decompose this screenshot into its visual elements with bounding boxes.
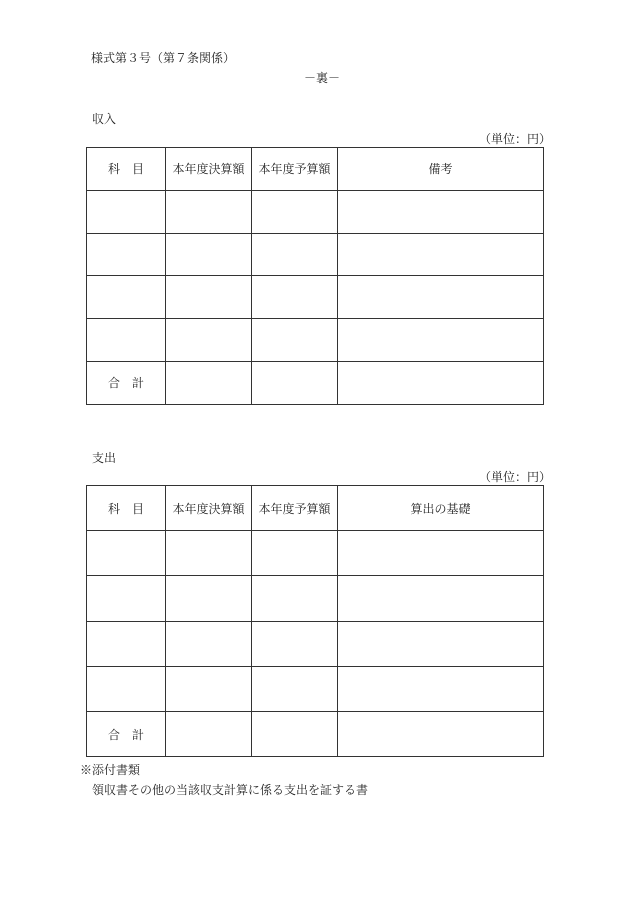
table-cell[interactable] (87, 621, 166, 666)
expense-total-label: 合 計 (87, 711, 166, 756)
table-cell[interactable] (338, 576, 544, 621)
income-header-remarks: 備考 (338, 148, 544, 191)
table-cell[interactable] (166, 319, 252, 362)
income-heading: 収入 (92, 112, 117, 126)
table-row (87, 276, 544, 319)
table-cell[interactable] (166, 666, 252, 711)
table-cell[interactable] (166, 233, 252, 276)
table-cell[interactable] (87, 190, 166, 233)
table-row (87, 319, 544, 362)
table-cell[interactable] (338, 190, 544, 233)
income-header-subject: 科 目 (87, 148, 166, 191)
income-total-row (87, 361, 544, 404)
table-cell[interactable] (338, 666, 544, 711)
table-cell[interactable] (252, 276, 338, 319)
table-cell[interactable] (166, 531, 252, 576)
income-table (86, 147, 544, 405)
income-header-budget: 本年度予算額 (252, 148, 338, 191)
table-cell[interactable] (338, 319, 544, 362)
table-cell[interactable] (166, 190, 252, 233)
table-cell[interactable] (87, 666, 166, 711)
table-cell[interactable] (252, 621, 338, 666)
expense-unit-label: （単位：円） (479, 470, 552, 484)
income-header-actual: 本年度決算額 (166, 148, 252, 191)
table-cell[interactable] (252, 531, 338, 576)
table-cell[interactable] (338, 233, 544, 276)
income-header-row (87, 148, 544, 191)
expense-header-basis: 算出の基礎 (338, 486, 544, 531)
table-row (87, 190, 544, 233)
table-cell[interactable] (338, 276, 544, 319)
table-row (87, 666, 544, 711)
table-cell[interactable] (252, 666, 338, 711)
table-cell[interactable] (338, 361, 544, 404)
expense-total-row (87, 711, 544, 756)
attachments-heading: ※添付書類 (80, 763, 141, 777)
table-cell[interactable] (252, 361, 338, 404)
attachments-text: 領収書その他の当該収支計算に係る支出を証する書 (92, 783, 369, 797)
table-cell[interactable] (87, 233, 166, 276)
table-cell[interactable] (87, 576, 166, 621)
table-cell[interactable] (252, 576, 338, 621)
table-cell[interactable] (338, 711, 544, 756)
table-cell[interactable] (87, 319, 166, 362)
table-row (87, 576, 544, 621)
table-cell[interactable] (338, 621, 544, 666)
form-number: 様式第３号（第７条関係） (91, 51, 236, 65)
table-row (87, 233, 544, 276)
expense-header-budget: 本年度予算額 (252, 486, 338, 531)
table-cell[interactable] (166, 361, 252, 404)
table-cell[interactable] (166, 621, 252, 666)
expense-heading: 支出 (92, 451, 117, 465)
expense-header-actual: 本年度決算額 (166, 486, 252, 531)
table-cell[interactable] (166, 276, 252, 319)
table-cell[interactable] (166, 576, 252, 621)
expense-header-row (87, 486, 544, 531)
income-total-label: 合 計 (87, 361, 166, 404)
table-cell[interactable] (338, 531, 544, 576)
table-cell[interactable] (252, 190, 338, 233)
table-row (87, 531, 544, 576)
table-cell[interactable] (87, 276, 166, 319)
income-unit-label: （単位：円） (479, 132, 552, 146)
table-cell[interactable] (87, 531, 166, 576)
table-row (87, 621, 544, 666)
table-cell[interactable] (252, 319, 338, 362)
page-side-label: －裏－ (304, 71, 341, 85)
table-cell[interactable] (166, 711, 252, 756)
table-cell[interactable] (252, 233, 338, 276)
expense-table (86, 485, 544, 757)
table-cell[interactable] (252, 711, 338, 756)
expense-header-subject: 科 目 (87, 486, 166, 531)
